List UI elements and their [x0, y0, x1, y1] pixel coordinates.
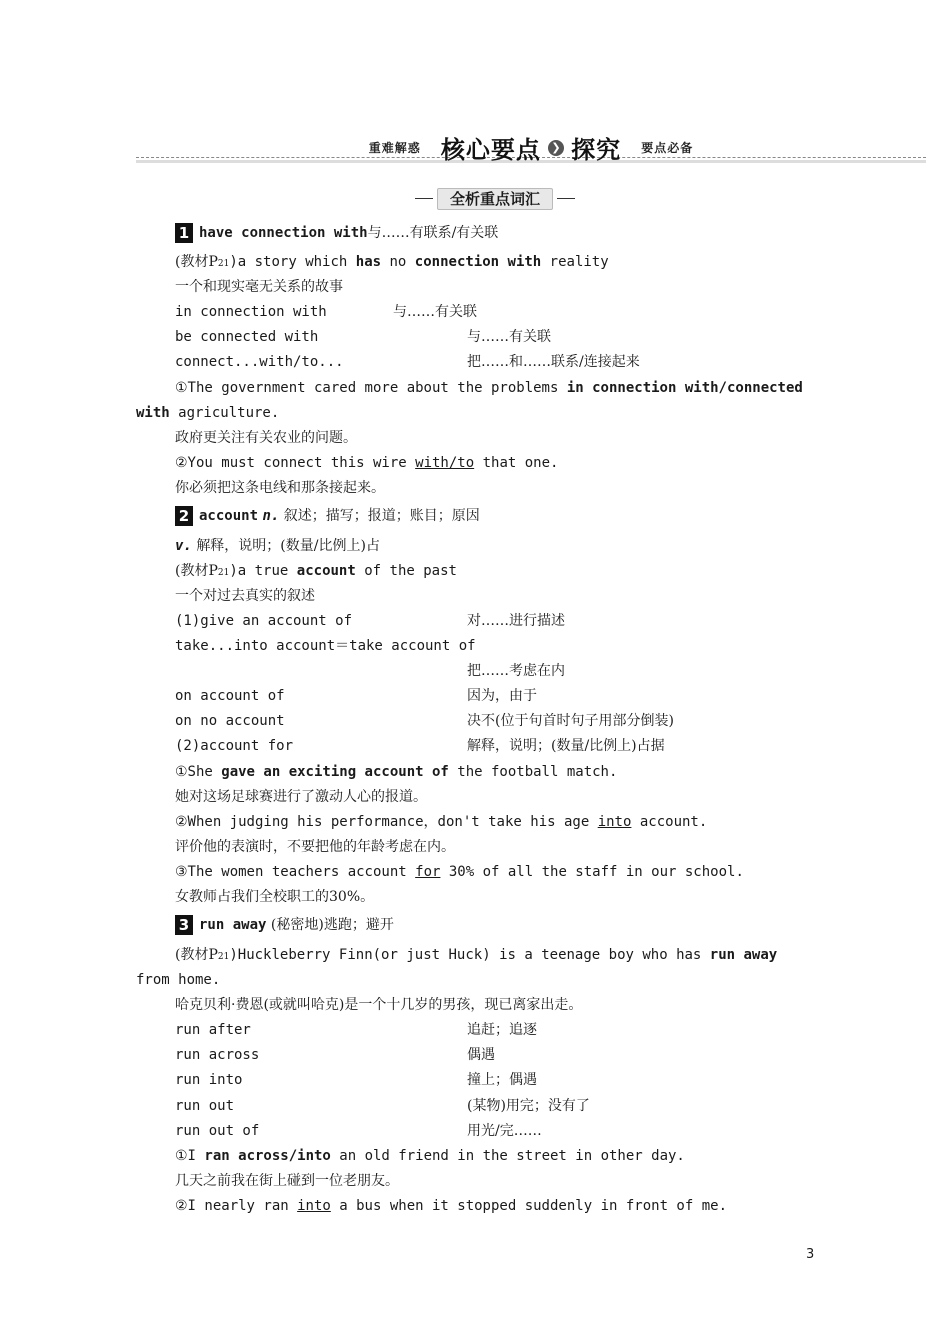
source-keyword: has [355, 254, 382, 270]
example-blank-answer: for [415, 864, 441, 880]
entry-1-source [175, 252, 609, 274]
example-sentence [175, 378, 803, 398]
phrase-cn: (某物)用完；没有了 [467, 1098, 590, 1114]
example-sentence-cont [136, 403, 279, 423]
phrase-en: run out [175, 1098, 235, 1114]
entry-meaning: (秘密地)逃跑；避开 [270, 917, 394, 933]
phrase-en: connect...with/to... [175, 354, 344, 370]
phrase-en: in connection with [175, 304, 327, 320]
source-translation: 一个对过去真实的叙述 [175, 588, 315, 604]
source-page: 21 [217, 259, 230, 269]
phrase-en: (1)give an account of [175, 613, 353, 629]
example-text: account. [631, 814, 708, 830]
phrase-cn: 把……和……联系/连接起来 [467, 354, 640, 370]
entry-meaning: 叙述；描写；报道；账目；原因 [283, 508, 480, 524]
example-text: ②You must connect this wire [175, 455, 416, 471]
source-keyword: run away [709, 947, 778, 963]
section-heading [415, 188, 575, 210]
header-left-label: 重难解惑 [368, 141, 421, 155]
source-translation: 哈克贝利·费恩(或就叫哈克)是一个十几岁的男孩，现已离家出走。 [175, 997, 583, 1013]
entry-2-source [175, 561, 457, 583]
phrase-cn: 偶遇 [467, 1047, 495, 1063]
section-rule-left [415, 198, 433, 199]
source-text: no [381, 254, 415, 270]
entry-2-verb-meaning [175, 536, 380, 556]
phrase-cn: 对……进行描述 [467, 613, 565, 629]
example-text: a bus when it stopped suddenly in front of me. [330, 1198, 727, 1214]
example-translation: 你必须把这条电线和那条接起来。 [175, 480, 385, 496]
example-translation: 几天之前我在街上碰到一位老朋友。 [175, 1173, 399, 1189]
source-keyword: account [296, 563, 356, 579]
example-keyword: with [136, 405, 170, 421]
example-sentence [175, 762, 617, 782]
entry-2-heading [175, 506, 480, 526]
source-text: )a story which [229, 254, 356, 270]
phrase-cn: 撞上；偶遇 [467, 1072, 537, 1088]
phrase-en: take...into account＝take account of [175, 638, 476, 654]
example-keyword: ran across/into [204, 1148, 331, 1164]
source-translation: 一个和现实毫无关系的故事 [175, 279, 343, 295]
phrase-cn: 用光/完…… [467, 1123, 542, 1139]
phrase-cn: 因为，由于 [467, 688, 537, 704]
source-keyword: connection with [414, 254, 542, 270]
part-of-speech: v. [175, 538, 192, 554]
source-page: 21 [217, 952, 230, 962]
phrase-cn: 决不(位于句首时句子用部分倒装) [467, 713, 674, 729]
example-text: the football match. [448, 764, 618, 780]
section-title: 全析重点词汇 [437, 188, 553, 210]
example-sentence [175, 862, 744, 882]
entry-headword: run away [199, 917, 267, 933]
source-label: (教材P [175, 254, 218, 270]
example-text: ②When judging his performance，don't take his age [175, 814, 598, 830]
phrase-en: run out of [175, 1123, 260, 1139]
example-text: ①She [175, 764, 222, 780]
entry-headword: account [199, 508, 259, 524]
entry-1-heading [175, 223, 498, 243]
example-text: ②I nearly ran [175, 1198, 298, 1214]
example-sentence [175, 1146, 685, 1166]
part-of-speech: n. [262, 508, 280, 524]
example-text: ①The government cared more about the problems [175, 380, 567, 396]
entry-3-source [175, 945, 777, 967]
entry-headword: have connection with [199, 225, 368, 241]
entry-meaning: 解释，说明；(数量/比例上)占 [196, 538, 380, 554]
page-number: 3 [806, 1247, 815, 1262]
header-title [136, 130, 926, 165]
example-sentence [175, 453, 558, 473]
source-text-cont: from home. [136, 972, 221, 988]
example-text: an old friend in the street in other day. [330, 1148, 685, 1164]
source-text: reality [541, 254, 609, 270]
entry-number: 3 [175, 915, 193, 935]
example-sentence [175, 812, 707, 832]
source-text: )Huckleberry Finn(or just Huck) is a teenage boy who has [229, 947, 710, 963]
phrase-en: run across [175, 1047, 260, 1063]
phrase-en: on no account [175, 713, 285, 729]
phrase-cn: 把……考虑在内 [467, 663, 565, 679]
phrase-en: run into [175, 1072, 243, 1088]
example-text: agriculture. [169, 405, 280, 421]
phrase-cn: 追赶；追逐 [467, 1022, 537, 1038]
source-page: 21 [217, 568, 230, 578]
example-text: ③The women teachers account [175, 864, 416, 880]
source-label: (教材P [175, 563, 218, 579]
header-right-label: 要点必备 [641, 141, 694, 155]
entry-3-heading [175, 915, 394, 935]
example-blank-answer: into [597, 814, 632, 830]
example-text: 30% of all the staff in our school. [440, 864, 744, 880]
entry-number: 1 [175, 223, 193, 243]
section-rule-right [557, 198, 575, 199]
phrase-en: (2)account for [175, 738, 294, 754]
phrase-en: run after [175, 1022, 251, 1038]
source-label: (教材P [175, 947, 218, 963]
phrase-cn: 解释，说明；(数量/比例上)占据 [467, 738, 665, 754]
source-text: of the past [355, 563, 457, 579]
phrase-cn: 与……有关联 [467, 329, 551, 345]
chevron-right-icon: ❯ [548, 140, 564, 156]
example-blank-answer: into [297, 1198, 331, 1214]
header-title-a: 核心要点 [440, 136, 541, 164]
entry-meaning: 与……有联系/有关联 [367, 225, 499, 241]
entry-number: 2 [175, 506, 193, 526]
page-header [136, 128, 926, 168]
phrase-cn: 与……有关联 [393, 304, 477, 320]
example-translation: 政府更关注有关农业的问题。 [175, 430, 357, 446]
example-blank-answer: with/to [415, 455, 475, 471]
example-translation: 评价他的表演时，不要把他的年龄考虑在内。 [175, 839, 455, 855]
example-translation: 女教师占我们全校职工的30%。 [175, 889, 375, 905]
example-text: ①I [175, 1148, 205, 1164]
example-sentence [175, 1196, 727, 1216]
phrase-en: on account of [175, 688, 285, 704]
header-title-b: 探究 [571, 136, 622, 164]
example-keyword: gave an exciting account of [221, 764, 449, 780]
phrase-en: be connected with [175, 329, 319, 345]
example-translation: 她对这场足球赛进行了激动人心的报道。 [175, 789, 427, 805]
example-text: that one. [474, 455, 559, 471]
source-text: )a true [229, 563, 297, 579]
example-keyword: in connection with/connected [566, 380, 803, 396]
